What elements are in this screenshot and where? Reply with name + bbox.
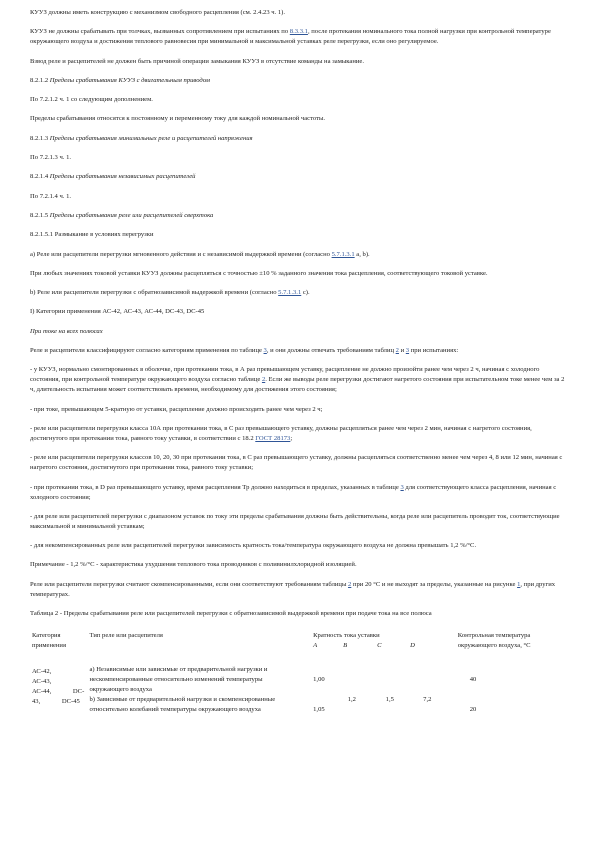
- paragraph: [30, 424, 568, 444]
- cell-a: 1,05: [313, 706, 325, 714]
- text-run: - для некомпенсированных реле или расцепителей перегрузки зависимость кратность тока/температура окружающего воздуха не должна превышать 1,2 %/°С.: [30, 542, 477, 550]
- text-run: При любых значениях токовой уставки КУУЗ должны расцепляться с точностью ±10 % заданного значения тока расцепления, соответствующего токовой уставке.: [30, 269, 488, 277]
- paragraphs: [30, 8, 568, 619]
- cell-b: [333, 665, 371, 695]
- doc-link[interactable]: 2: [261, 376, 266, 384]
- header-col-a: А: [313, 642, 318, 650]
- italic-text: Пределы срабатывания минимальных реле и расцепителей напряжения: [49, 134, 253, 142]
- doc-link[interactable]: 5.7.1.3.1: [331, 250, 355, 258]
- text-run: при 20 °С и не выходят за пределы, указанные на рисунке: [351, 580, 518, 588]
- paragraph: [30, 512, 568, 532]
- text-run: I) Категории применения АС-42, АС-43, АС-44, DC-43, DC-45: [30, 308, 205, 316]
- cell-categories: АС-42, АС-43, АС-44, DC-43, DC-45: [32, 668, 85, 706]
- text-run: , при других температурах.: [30, 580, 556, 598]
- italic-text: Пределы срабатывания независимых расцепителей: [49, 173, 196, 181]
- text-run: КУУЗ должны иметь конструкцию с механизмом свободного расцепления (см. 2.4.23 ч. 1).: [30, 9, 286, 16]
- paragraph: [30, 580, 568, 600]
- doc-link[interactable]: 8.3.3.1: [289, 28, 308, 36]
- paragraph: [30, 541, 568, 551]
- header-multiple: [305, 631, 446, 665]
- paragraph: [30, 288, 568, 298]
- text-run: КУУЗ не должны срабатывать при толчках, вызванных сопротивлением при испытаниях по: [30, 28, 290, 36]
- header-col-d: D: [410, 642, 415, 650]
- paragraph: [30, 269, 568, 279]
- paragraph: [30, 27, 568, 47]
- text-run: ;: [290, 434, 293, 442]
- text-run: По 7.2.1.4 ч. 1.: [30, 192, 72, 200]
- cell-a: 1,00: [313, 676, 325, 684]
- text-run: По 7.2.1.2 ч. 1 со следующим дополнением.: [30, 96, 153, 104]
- cell-c: 1,5: [385, 696, 394, 704]
- doc-link[interactable]: 2: [395, 347, 399, 355]
- cell-c: [371, 665, 409, 695]
- cell-b: 1,2: [347, 696, 356, 704]
- text-run: Взвод реле и расцепителей не должен быть причиной операции замыкания КУУЗ в отсутствие команды на замыкание.: [30, 57, 364, 65]
- doc-link[interactable]: ГОСТ 28173: [255, 434, 291, 442]
- text-run: . Если же выводы реле перегрузки достигают нагретого состояния при испытательном токе менее чем за 2 ч, длительность испытания может соответствовать времени, необходимому для достижения этого состояния;: [30, 376, 565, 394]
- paragraph: [30, 8, 568, 18]
- text-run: и: [398, 347, 406, 355]
- text-run: По 7.2.1.3 ч. 1.: [30, 154, 72, 162]
- text-run: 8.2.1.5.1 Размыкание в условиях перегрузки: [30, 231, 154, 239]
- italic-text: При токе на всех полюсах: [30, 327, 103, 335]
- doc-link[interactable]: 5.7.1.3.1: [278, 289, 302, 297]
- paragraph: [30, 250, 568, 260]
- paragraph: [30, 153, 568, 163]
- italic-text: Пределы срабатывания КУУЗ с двигательным приводом: [49, 76, 211, 84]
- paragraph: [30, 95, 568, 105]
- text-run: , после протекания номинального тока полной нагрузки при контрольной температуре окружающего воздуха и достижения теплового равновесия при минимальной и максимальной уставках реле перегрузки, если оно регулируемое.: [30, 28, 551, 46]
- paragraph: [30, 327, 568, 337]
- table-2: [30, 631, 570, 715]
- doc-link[interactable]: 2: [348, 580, 352, 588]
- text-run: Примечание - 1,2 %/°С - характеристика ухудшения теплового тока проводников с поливинилхлоридной изоляцией.: [30, 561, 357, 569]
- text-run: - для реле или расцепителей перегрузки с диапазоном уставок по току эти пределы срабатывания должны быть действительны, когда реле или расцепитель проводит ток, соответствующие максимальной и минимальной уставкам;: [30, 512, 560, 530]
- document-body: [30, 8, 568, 715]
- header-type: Тип реле или расцепителя: [89, 632, 163, 640]
- text-run: , и они должны отвечать требованиям таблиц: [266, 347, 396, 355]
- doc-link[interactable]: 1: [517, 580, 521, 588]
- italic-text: Пределы срабатывания реле или расцепителей сверхтока: [49, 211, 214, 219]
- paragraph: [30, 365, 568, 395]
- header-temp: Контрольная температура окружающего воздуха, °С: [457, 632, 531, 650]
- table-row: [30, 695, 570, 715]
- paragraph: [30, 560, 568, 570]
- text-run: 8.2.1.4: [30, 173, 50, 181]
- text-run: - реле или расцепители перегрузки классов 10, 20, 30 при протекании тока, в С раз превышающего уставку, должны расцепляться соответственно менее чем через 4, 8 или 12 мин, начиная с нагретого состояния, достигнутого при протекании тока, равного току уставки;: [30, 454, 563, 472]
- doc-link[interactable]: 3: [263, 347, 267, 355]
- table-row: [30, 665, 570, 695]
- cell-temp: 20: [469, 706, 477, 714]
- text-run: для соответствующего класса расцепления, начиная с холодного состояния;: [30, 483, 557, 501]
- paragraph: [30, 57, 568, 67]
- text-run: Реле или расцепители перегрузки считают скомпенсированными, если они соответствуют требованиям таблицы: [30, 580, 349, 588]
- text-run: 8.2.1.3: [30, 134, 50, 142]
- header-multiple-label: Кратность тока уставки: [313, 632, 380, 640]
- text-run: а, b).: [354, 250, 370, 258]
- text-run: с).: [301, 289, 310, 297]
- text-run: 8.2.1.2: [30, 76, 50, 84]
- paragraph: [30, 405, 568, 415]
- text-run: - при протекании тока, в D раз превышающего уставку, время расцепления Тр должно находиться в пределах, указанных в таблице: [30, 483, 401, 491]
- paragraph: [30, 114, 568, 124]
- text-run: - реле или расцепители перегрузки класса 10А при протекании тока, в С раз превышающего уставку, должны расцепляться ранее чем через 2 мин, начиная с нагретого состояния, достигнутого при протекании тока, равного току уставки, в соответствии с 18.2: [30, 424, 532, 442]
- cell-temp: 40: [469, 676, 477, 684]
- doc-link[interactable]: 3: [400, 483, 404, 491]
- text-run: 8.2.1.5: [30, 211, 50, 219]
- text-run: Пределы срабатывания относятся к постоянному и переменному току для каждой номинальной частоты.: [30, 115, 326, 123]
- header-category: Категория применения: [32, 632, 66, 650]
- cell-d: [409, 665, 446, 695]
- paragraph: [30, 76, 568, 86]
- text-run: а) Реле или расцепители перегрузки мгновенного действия и с независимой выдержкой времени (согласно: [30, 250, 332, 258]
- paragraph: [30, 307, 568, 317]
- paragraph: [30, 172, 568, 182]
- paragraph: [30, 211, 568, 221]
- text-run: Таблица 2 - Пределы срабатывания реле или расцепителей перегрузки с обратнозависимой выдержкой времени при подаче тока на все полюса: [30, 610, 432, 618]
- cell-type: b) Зависимые от предварительной нагрузки и скомпенсированные относительно колебаний температуры окружающего воздуха: [89, 696, 276, 714]
- paragraph: [30, 346, 568, 356]
- header-col-c: С: [377, 642, 382, 650]
- header-col-b: В: [343, 642, 348, 650]
- text-run: Реле и расцепители классифицируют согласно категориям применения по таблице: [30, 347, 264, 355]
- paragraph: [30, 230, 568, 240]
- paragraph: [30, 483, 568, 503]
- doc-link[interactable]: 3: [405, 347, 410, 355]
- text-run: b) Реле или расцепители перегрузки с обратнозависимой выдержкой времени (согласно: [30, 289, 279, 297]
- paragraph: [30, 453, 568, 473]
- cell-d: 7,2: [423, 696, 432, 704]
- text-run: при испытаниях:: [409, 347, 459, 355]
- text-run: - у КУУЗ, нормально смонтированных в оболочке, при протекании тока, в А раз превышающем уставку, расцепление не должно произойти ранее чем через 2 ч, начиная с холодного состояния, при контрольной температуре окружающего воздуха согласно таблице: [30, 366, 540, 384]
- header-multiple-cols: [313, 641, 444, 651]
- paragraph: [30, 134, 568, 144]
- paragraph: [30, 192, 568, 202]
- cell-type: а) Независимые или зависимые от предварительной нагрузки и нескомпенсированные относительно изменений температуры окружающего воздуха: [89, 666, 268, 694]
- table-header-row: [30, 631, 570, 665]
- text-run: - при токе, превышающем 5-кратную от уставки, расцепление должно происходить ранее чем через 2 ч;: [30, 405, 323, 413]
- paragraph: [30, 609, 568, 619]
